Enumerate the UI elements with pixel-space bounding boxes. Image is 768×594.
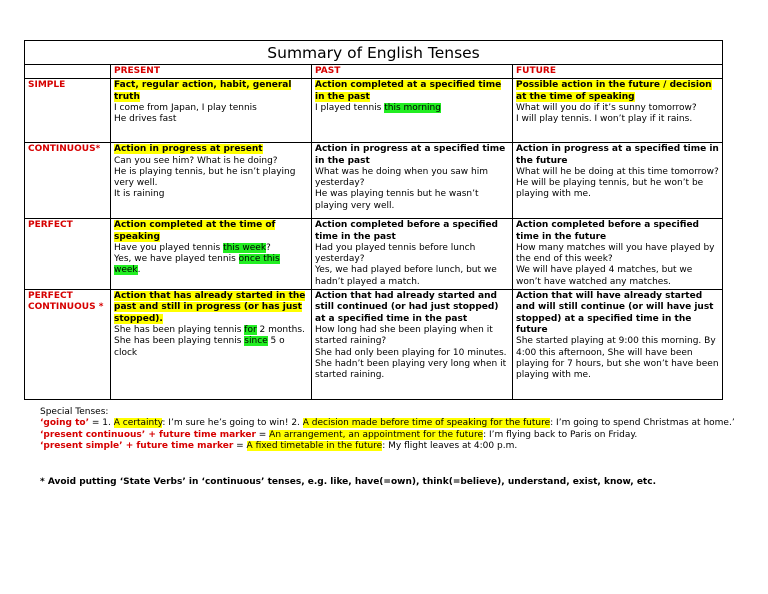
highlighted-text: A decision made before time of speaking for the future [302, 418, 551, 429]
text-run: : I’m flying back to Paris on Friday. [483, 429, 638, 440]
text-run: 2 months. [256, 324, 305, 335]
special-lines [40, 418, 740, 452]
row-label: CONTINUOUS* [25, 143, 111, 219]
tense-cell-future [513, 143, 723, 219]
tense-cell-present [111, 79, 312, 143]
example-line [315, 265, 509, 288]
highlighted-text: ‘going to’ [40, 418, 90, 429]
text-run: Yes, we have played tennis [114, 254, 239, 265]
rule-label: Action that had already started and still continued (or had just stopped) at a specified time in the past [315, 291, 499, 324]
text-run: : I’m sure he’s going to win! 2. [162, 418, 303, 429]
text-run: What will you do if it’s sunny tomorrow? [516, 102, 697, 113]
row-label: SIMPLE [25, 79, 111, 143]
highlighted-text: this week [223, 242, 267, 253]
col-header-past: PAST [312, 65, 513, 79]
tense-cell-future [513, 219, 723, 290]
rule-text [315, 291, 509, 325]
text-run: Have you played tennis [114, 242, 224, 253]
rule-label: Action in progress at present [114, 144, 263, 155]
rule-text [114, 144, 308, 155]
highlighted-text: this morning [384, 102, 441, 113]
example-line [315, 243, 509, 266]
rule-text [516, 291, 719, 336]
highlighted-text: ‘present simple’ + future time marker [40, 441, 234, 452]
example-line [114, 114, 308, 125]
example-line [114, 254, 308, 277]
state-verbs-note: * Avoid putting ‘State Verbs’ in ‘continuous’ tenses, e.g. like, have(=own), think(=believe), understand, exist, know, etc. [40, 477, 656, 487]
table-body [25, 79, 723, 400]
example-line [114, 167, 308, 190]
special-line [40, 418, 740, 429]
rule-label: Possible action in the future / decision at the time of speaking [516, 80, 712, 102]
example-line [315, 103, 509, 114]
text-run: I will play tennis. I won’t play if it rains. [516, 114, 693, 125]
text-run: Yes, we had played before lunch, but we hadn’t played a match. [315, 265, 497, 287]
text-run: What will he be doing at this time tomorrow? [516, 166, 719, 177]
highlighted-text: An arrangement, an appointment for the future [269, 429, 484, 440]
example-line [516, 243, 719, 266]
example-line [315, 325, 509, 348]
text-run: I come from Japan, I play tennis [114, 102, 257, 113]
text-run: He will be playing tennis, but he won’t be playing with me. [516, 178, 704, 200]
col-header-present: PRESENT [111, 65, 312, 79]
tense-row [25, 143, 723, 219]
example-line [516, 167, 719, 178]
example-line [114, 156, 308, 167]
example-line [114, 325, 308, 336]
rule-label: Action completed before a specified time in the past [315, 220, 498, 242]
example-line [516, 178, 719, 201]
rule-text [114, 291, 308, 325]
text-run: = 1. [89, 418, 114, 429]
text-run: How many matches will you have played by the end of this week? [516, 242, 715, 265]
page-title: Summary of English Tenses [25, 41, 723, 65]
text-run: How long had she been playing when it started raining? [315, 324, 493, 347]
text-run: I played tennis [315, 102, 385, 113]
text-run: ? [266, 242, 271, 253]
tense-cell-future [513, 290, 723, 400]
rule-text [516, 220, 719, 243]
tense-row [25, 290, 723, 400]
rule-label: Action in progress at a specified time in the future [516, 144, 719, 166]
text-run: = [255, 429, 270, 440]
text-run: : I’m going to spend Christmas at home.’ [550, 418, 735, 429]
tense-cell-past [312, 219, 513, 290]
rule-text [114, 220, 308, 243]
tense-cell-present [111, 219, 312, 290]
text-run: She had only been playing for 10 minutes. She hadn’t been playing very long when it started raining. [315, 347, 507, 381]
rule-label: Fact, regular action, habit, general truth [114, 80, 292, 102]
text-run: He drives fast [114, 114, 177, 125]
rule-label: Action in progress at a specified time in the past [315, 144, 506, 166]
text-run: Can you see him? What is he doing? [114, 155, 278, 166]
tense-cell-present [111, 290, 312, 400]
rule-text [315, 144, 509, 167]
example-line [516, 103, 719, 114]
example-line [315, 167, 509, 190]
rule-text [315, 80, 509, 103]
tenses-table [24, 40, 723, 400]
rule-label: Action completed before a specified time in the future [516, 220, 699, 242]
example-line [516, 336, 719, 381]
text-run: She has been playing tennis [114, 336, 245, 347]
rule-text [114, 80, 308, 103]
text-run: She has been playing tennis [114, 324, 245, 335]
special-tenses [40, 407, 740, 453]
rule-text [516, 80, 719, 103]
rule-text [516, 144, 719, 167]
rule-label: Action that will have already started and will still continue (or will have just stopped) at a specified time in the future [516, 291, 714, 335]
rule-label: Action completed at the time of speaking [114, 220, 276, 242]
row-label: PERFECT CONTINUOUS * [25, 290, 111, 400]
tense-row [25, 79, 723, 143]
rule-label: Action that has already started in the past and still in progress (or has just stopped). [114, 291, 306, 324]
text-run: He was playing tennis but he wasn’t playing very well. [315, 189, 479, 211]
col-header-future: FUTURE [513, 65, 723, 79]
tense-cell-past [312, 290, 513, 400]
tense-cell-past [312, 143, 513, 219]
text-run: . [137, 265, 141, 276]
text-run: We will have played 4 matches, but we won’t have watched any matches. [516, 265, 693, 287]
special-heading: Special Tenses: [40, 407, 109, 417]
text-run: = [233, 441, 247, 452]
row-label: PERFECT [25, 219, 111, 290]
highlighted-text: ‘present continuous’ + future time marker [40, 429, 256, 440]
example-line [516, 265, 719, 288]
text-run: He is playing tennis, but he isn’t playing very well. [114, 166, 296, 189]
text-run: 5 o clock [114, 336, 285, 358]
example-line [114, 336, 308, 359]
highlighted-text: A fixed timetable in the future [246, 441, 383, 452]
highlighted-text: A certainty [113, 418, 163, 429]
example-line [315, 189, 509, 212]
corner-cell [25, 65, 111, 79]
tense-row [25, 219, 723, 290]
example-line [516, 114, 719, 125]
text-run: Had you played tennis before lunch yesterday? [315, 242, 476, 265]
rule-label: Action completed at a specified time in the past [315, 80, 502, 102]
header-row [25, 65, 723, 79]
highlighted-text: once this week [114, 254, 280, 276]
highlighted-text: since [244, 336, 268, 347]
tense-cell-present [111, 143, 312, 219]
rule-text [315, 220, 509, 243]
example-line [315, 348, 509, 382]
tense-cell-future [513, 79, 723, 143]
highlighted-text: for [244, 324, 257, 335]
text-run: It is raining [114, 189, 165, 200]
title-row [25, 41, 723, 65]
example-line [114, 189, 308, 200]
special-line [40, 441, 740, 452]
text-run: : My flight leaves at 4:00 p.m. [382, 441, 518, 452]
text-run: What was he doing when you saw him yesterday? [315, 166, 488, 189]
text-run: She started playing at 9:00 this morning. By 4:00 this afternoon, She will have been playing for 7 hours, but she won’t have been playing with me. [516, 336, 719, 381]
tense-cell-past [312, 79, 513, 143]
example-line [114, 243, 308, 254]
special-line [40, 430, 740, 441]
example-line [114, 103, 308, 114]
